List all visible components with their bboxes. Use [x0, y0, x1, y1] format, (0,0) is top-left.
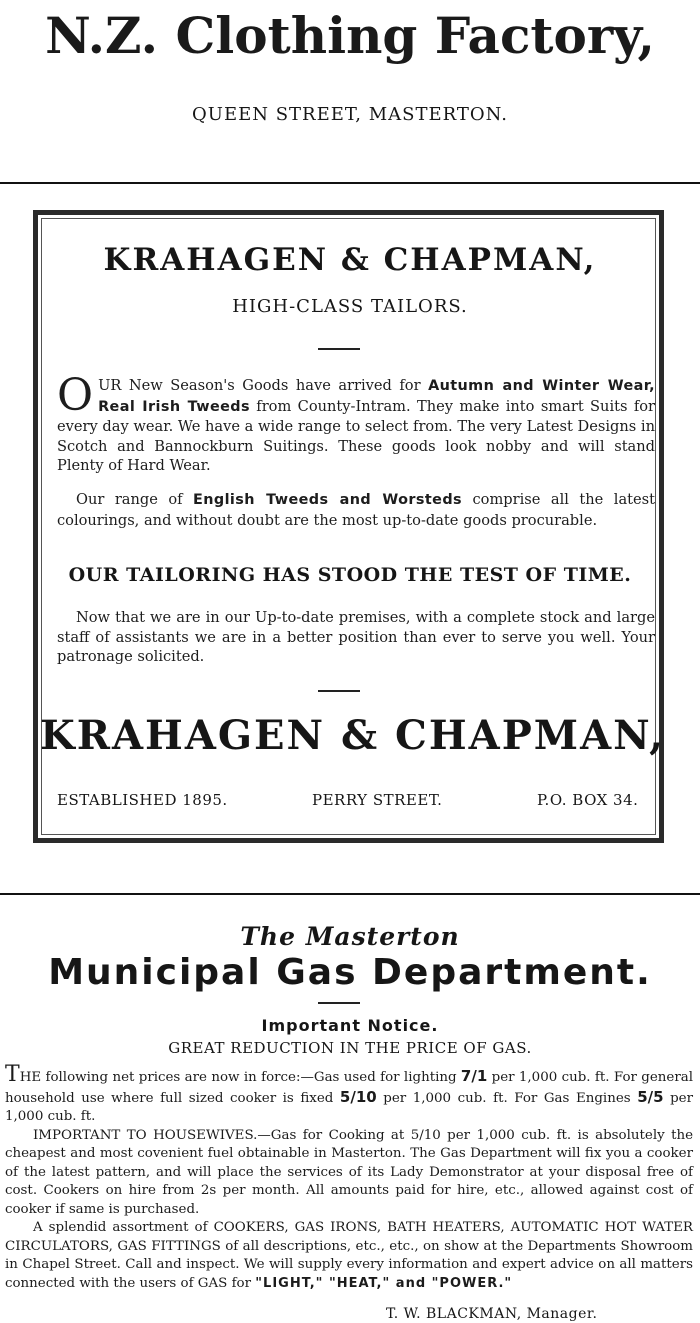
dropcap: T	[5, 1062, 20, 1087]
gas-short-rule	[318, 1002, 360, 1004]
text-run: per 1,000 cub. ft.	[5, 1090, 694, 1124]
gas-kicker: The Masterton	[240, 922, 460, 951]
advert-paragraph-goods	[57, 370, 655, 476]
bold-run: "LIGHT," "HEAT," and "POWER."	[255, 1275, 513, 1291]
text-run: Our range of	[76, 491, 194, 508]
advert-subtitle: HIGH-CLASS TAILORS.	[232, 296, 468, 317]
advert-paragraph-range	[57, 490, 655, 530]
advert-po-box: P.O. BOX 34.	[537, 791, 639, 809]
gas-signature: T. W. BLACKMAN, Manager.	[386, 1306, 598, 1322]
notice-heading: Important Notice.	[261, 1016, 439, 1035]
advert-short-rule-top	[318, 348, 360, 350]
notice-subheading: GREAT REDUCTION IN THE PRICE OF GAS.	[168, 1039, 532, 1057]
factory-address: QUEEN STREET, MASTERTON.	[192, 104, 508, 125]
text-run: from County-Intram. They make into smart Suits for every day wear. We have a wide range to select from. The very Latest Designs in Scotch and Bannockburn Suitings. These goods look nobby and will stand Plenty of Hard Wear.	[57, 397, 655, 474]
advert-street: PERRY STREET.	[312, 791, 443, 809]
price-lighting: 7/1	[460, 1067, 488, 1085]
advert-established: ESTABLISHED 1895.	[57, 791, 228, 809]
section-divider	[0, 893, 700, 895]
advert-paragraph-premises: Now that we are in our Up-to-date premises, with a complete stock and large staff of assistants we are in a better position than ever to serve you well. Your patronage solicited.	[57, 609, 655, 665]
gas-notice-body	[5, 1062, 694, 1293]
advert-firm-name-top: KRAHAGEN & CHAPMAN,	[103, 242, 597, 278]
advert-short-rule-bottom	[318, 690, 360, 692]
text-run: per 1,000 cub. ft. For general household use where full sized cooker is fixed	[5, 1070, 693, 1106]
gas-paragraph-prices	[5, 1062, 694, 1127]
gas-paragraph-assortment	[5, 1219, 693, 1293]
dropcap: O	[57, 370, 94, 421]
gas-title: Municipal Gas Department.	[48, 952, 652, 993]
advert-firm-name-bottom: KRAHAGEN & CHAPMAN,	[40, 712, 666, 759]
header-divider	[0, 182, 700, 184]
text-run: UR New Season's Goods have arrived for	[98, 377, 429, 394]
price-household: 5/10	[339, 1087, 377, 1106]
bold-run: Autumn and Winter Wear,	[428, 378, 655, 394]
text-run: comprise all the latest colourings, and without doubt are the most up-to-date goods procurable.	[57, 491, 655, 529]
bold-run: English Tweeds and Worsteds	[193, 492, 463, 508]
text-run: A splendid assortment of COOKERS, GAS IRONS, BATH HEATERS, AUTOMATIC HOT WATER CIRCULATORS, GAS FITTINGS of all descriptions, etc., etc., on show at the Departments Showroom in Chapel Street. Call and inspect. We will supply every information and expert advice on all matters connected with the users of GAS for	[5, 1220, 693, 1291]
advert-motto: OUR TAILORING HAS STOOD THE TEST OF TIME.	[68, 564, 632, 586]
text-run: HE following net prices are now in force:—Gas used for lighting	[19, 1070, 461, 1085]
bold-run: Real Irish Tweeds	[98, 398, 250, 415]
price-engines: 5/5	[637, 1087, 664, 1106]
gas-paragraph-housewives: IMPORTANT TO HOUSEWIVES.—Gas for Cooking at 5/10 per 1,000 cub. ft. is absolutely the cheapest and most covenient fuel obtainable in Masterton. The Gas Department will fix you a cooker of the latest pattern, and will place the services of its Lady Demonstrator at your disposal free of cost. Cookers on hire from 2s per month. All amounts paid for hire, etc., allowed against cost of cooker if same is purchased.	[5, 1127, 693, 1217]
factory-title: N.Z. Clothing Factory,	[45, 6, 655, 65]
text-run: per 1,000 cub. ft. For Gas Engines	[376, 1090, 638, 1106]
